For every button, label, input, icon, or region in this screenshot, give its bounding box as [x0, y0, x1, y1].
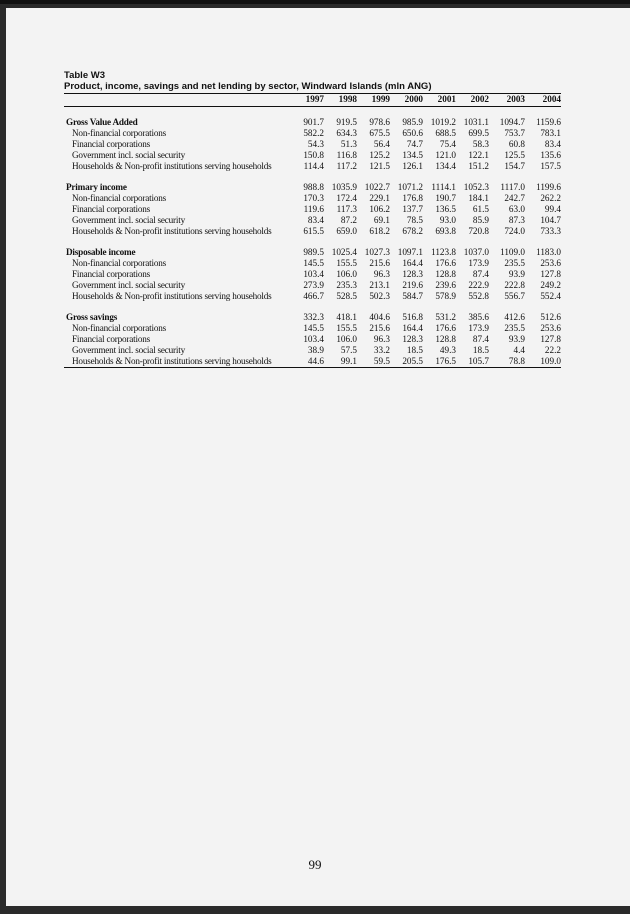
cell-1997: 103.4 [303, 269, 324, 279]
cell-1997: 119.6 [303, 204, 324, 214]
cell-2003: 78.8 [508, 356, 525, 366]
cell-2003: 1117.0 [500, 182, 525, 192]
cell-2002: 61.5 [472, 204, 489, 214]
cell-1998: 634.3 [336, 128, 357, 138]
cell-1997: 901.7 [303, 117, 324, 127]
cell-1997: 83.4 [307, 215, 324, 225]
cell-2000: 1071.2 [397, 182, 423, 192]
cell-2002: 173.9 [468, 323, 489, 333]
cell-1999: 215.6 [369, 258, 390, 268]
table-row [64, 345, 561, 356]
table-row [64, 193, 561, 204]
cell-2000: 985.9 [402, 117, 423, 127]
cell-2002: 385.6 [468, 312, 489, 322]
section-total-row [64, 182, 561, 193]
cell-2000: 18.5 [406, 345, 423, 355]
cell-1998: 57.5 [340, 345, 357, 355]
year-header: 2002 [470, 94, 489, 104]
row-label: Primary income [66, 182, 127, 192]
cell-2004: 22.2 [544, 345, 561, 355]
cell-2003: 1109.0 [500, 247, 525, 257]
row-label: Households & Non-profit institutions serving households [72, 356, 272, 366]
row-label: Households & Non-profit institutions serving households [72, 226, 272, 236]
cell-2004: 1199.6 [536, 182, 561, 192]
cell-2002: 87.4 [472, 269, 489, 279]
cell-2004: 1159.6 [536, 117, 561, 127]
cell-2004: 99.4 [544, 204, 561, 214]
table-row [64, 215, 561, 226]
year-header: 1999 [371, 94, 390, 104]
cell-1999: 96.3 [373, 334, 390, 344]
cell-1998: 1025.4 [331, 247, 357, 257]
row-label: Government incl. social security [72, 150, 186, 160]
table-id: Table W3 [64, 70, 105, 81]
cell-1997: 332.3 [303, 312, 324, 322]
cell-2000: 164.4 [402, 323, 423, 333]
cell-2004: 109.0 [540, 356, 561, 366]
cell-1999: 121.5 [369, 161, 390, 171]
cell-2000: 678.2 [402, 226, 423, 236]
cell-2000: 650.6 [402, 128, 423, 138]
page-number: 99 [308, 857, 322, 872]
cell-2003: 93.9 [508, 334, 525, 344]
cell-2000: 78.5 [406, 215, 423, 225]
cell-2001: 190.7 [435, 193, 456, 203]
section-total-row [64, 247, 561, 258]
table-w3 [64, 70, 561, 368]
row-label: Non-financial corporations [72, 128, 167, 138]
cell-2003: 4.4 [513, 345, 525, 355]
cell-1999: 978.6 [369, 117, 390, 127]
table-body [64, 107, 561, 367]
cell-2001: 121.0 [435, 150, 456, 160]
cell-2002: 552.8 [468, 291, 489, 301]
cell-2001: 176.6 [435, 258, 456, 268]
cell-1997: 145.5 [303, 323, 324, 333]
cell-2000: 134.5 [402, 150, 423, 160]
cell-1999: 1022.7 [364, 182, 390, 192]
year-header: 2003 [506, 94, 525, 104]
cell-2004: 253.6 [540, 323, 561, 333]
cell-1997: 44.6 [307, 356, 324, 366]
cell-1998: 87.2 [340, 215, 357, 225]
cell-2000: 516.8 [402, 312, 423, 322]
row-label: Gross savings [66, 312, 118, 322]
spacer [64, 107, 561, 117]
cell-1998: 919.5 [336, 117, 357, 127]
cell-2004: 157.5 [540, 161, 561, 171]
scan-edge [0, 0, 630, 4]
cell-2003: 125.5 [504, 150, 525, 160]
cell-1997: 273.9 [303, 280, 324, 290]
cell-2004: 104.7 [540, 215, 561, 225]
cell-1997: 615.5 [303, 226, 324, 236]
cell-1997: 103.4 [303, 334, 324, 344]
cell-1999: 56.4 [373, 139, 390, 149]
cell-2000: 584.7 [402, 291, 423, 301]
cell-2001: 578.9 [435, 291, 456, 301]
cell-2002: 105.7 [468, 356, 489, 366]
row-label: Government incl. social security [72, 280, 186, 290]
cell-1999: 618.2 [369, 226, 390, 236]
cell-1998: 659.0 [336, 226, 357, 236]
cell-2004: 512.6 [540, 312, 561, 322]
cell-2001: 49.3 [439, 345, 456, 355]
table-row [64, 334, 561, 345]
cell-1999: 215.6 [369, 323, 390, 333]
row-label: Households & Non-profit institutions serving households [72, 291, 272, 301]
cell-1999: 106.2 [369, 204, 390, 214]
cell-1997: 114.4 [303, 161, 324, 171]
year-header: 1997 [305, 94, 324, 104]
cell-2003: 235.5 [504, 258, 525, 268]
row-label: Government incl. social security [72, 215, 186, 225]
cell-1999: 125.2 [369, 150, 390, 160]
cell-2001: 1123.8 [431, 247, 456, 257]
row-label: Households & Non-profit institutions serving households [72, 161, 272, 171]
cell-2003: 724.0 [504, 226, 525, 236]
cell-2001: 75.4 [439, 139, 456, 149]
row-label: Non-financial corporations [72, 193, 167, 203]
year-header: 2000 [404, 94, 423, 104]
cell-2001: 128.8 [435, 269, 456, 279]
cell-2002: 87.4 [472, 334, 489, 344]
cell-2000: 128.3 [402, 269, 423, 279]
cell-2001: 128.8 [435, 334, 456, 344]
cell-2003: 154.7 [504, 161, 525, 171]
cell-1997: 582.2 [303, 128, 324, 138]
cell-1998: 116.8 [336, 150, 357, 160]
cell-2003: 87.3 [508, 215, 525, 225]
cell-1999: 502.3 [369, 291, 390, 301]
cell-2002: 18.5 [472, 345, 489, 355]
cell-2003: 63.0 [508, 204, 525, 214]
cell-2004: 83.4 [544, 139, 561, 149]
table-row [64, 128, 561, 139]
cell-2002: 173.9 [468, 258, 489, 268]
cell-1999: 229.1 [369, 193, 390, 203]
cell-1997: 54.3 [307, 139, 324, 149]
cell-1998: 106.0 [336, 269, 357, 279]
cell-2000: 128.3 [402, 334, 423, 344]
spacer [64, 237, 561, 247]
cell-2004: 733.3 [540, 226, 561, 236]
row-label: Disposable income [66, 247, 136, 257]
cell-2004: 127.8 [540, 334, 561, 344]
cell-2000: 219.6 [402, 280, 423, 290]
cell-1998: 117.2 [336, 161, 357, 171]
cell-2000: 74.7 [406, 139, 423, 149]
row-label: Government incl. social security [72, 345, 186, 355]
table-row [64, 258, 561, 269]
spacer [64, 172, 561, 182]
cell-2000: 126.1 [402, 161, 423, 171]
year-header: 2001 [437, 94, 456, 104]
cell-2002: 85.9 [472, 215, 489, 225]
cell-2001: 136.5 [435, 204, 456, 214]
cell-2003: 235.5 [504, 323, 525, 333]
cell-2001: 176.6 [435, 323, 456, 333]
table-row [64, 150, 561, 161]
cell-2003: 242.7 [504, 193, 525, 203]
cell-2002: 184.1 [468, 193, 489, 203]
cell-1998: 1035.9 [331, 182, 357, 192]
cell-2001: 693.8 [435, 226, 456, 236]
cell-1998: 155.5 [336, 258, 357, 268]
cell-2002: 151.2 [468, 161, 489, 171]
cell-2002: 58.3 [472, 139, 489, 149]
cell-2002: 1037.0 [463, 247, 489, 257]
cell-1999: 404.6 [369, 312, 390, 322]
cell-1998: 235.3 [336, 280, 357, 290]
cell-1997: 38.9 [307, 345, 324, 355]
cell-2002: 222.9 [468, 280, 489, 290]
cell-2002: 699.5 [468, 128, 489, 138]
cell-2002: 122.1 [468, 150, 489, 160]
cell-2001: 93.0 [439, 215, 456, 225]
cell-2004: 127.8 [540, 269, 561, 279]
cell-2001: 688.5 [435, 128, 456, 138]
cell-2004: 249.2 [540, 280, 561, 290]
cell-2001: 1114.1 [431, 182, 456, 192]
cell-2003: 556.7 [504, 291, 525, 301]
cell-2003: 93.9 [508, 269, 525, 279]
cell-2000: 205.5 [402, 356, 423, 366]
cell-1999: 675.5 [369, 128, 390, 138]
cell-2001: 134.4 [435, 161, 456, 171]
spacer [64, 302, 561, 312]
cell-1997: 170.3 [303, 193, 324, 203]
cell-1998: 155.5 [336, 323, 357, 333]
cell-1998: 99.1 [340, 356, 357, 366]
cell-1999: 33.2 [373, 345, 390, 355]
cell-2003: 1094.7 [499, 117, 525, 127]
cell-1999: 69.1 [373, 215, 390, 225]
table-row [64, 280, 561, 291]
row-label: Financial corporations [72, 269, 151, 279]
row-label: Financial corporations [72, 204, 151, 214]
cell-2000: 176.8 [402, 193, 423, 203]
cell-2004: 262.2 [540, 193, 561, 203]
cell-2000: 1097.1 [397, 247, 423, 257]
cell-2003: 753.7 [504, 128, 525, 138]
table-row [64, 323, 561, 334]
section-total-row [64, 117, 561, 128]
cell-2002: 1031.1 [463, 117, 489, 127]
cell-2002: 720.8 [468, 226, 489, 236]
cell-1997: 466.7 [303, 291, 324, 301]
table-row [64, 356, 561, 367]
cell-1998: 106.0 [336, 334, 357, 344]
cell-2000: 164.4 [402, 258, 423, 268]
cell-1998: 528.5 [336, 291, 357, 301]
cell-2004: 1183.0 [536, 247, 561, 257]
row-label: Financial corporations [72, 139, 151, 149]
cell-1999: 1027.3 [364, 247, 390, 257]
table-header-row [64, 94, 561, 107]
row-label: Gross Value Added [66, 117, 138, 127]
cell-2001: 1019.2 [430, 117, 456, 127]
cell-2004: 253.6 [540, 258, 561, 268]
cell-1999: 96.3 [373, 269, 390, 279]
year-header: 2004 [542, 94, 561, 104]
cell-1998: 172.4 [336, 193, 357, 203]
cell-2001: 176.5 [435, 356, 456, 366]
cell-2000: 137.7 [402, 204, 423, 214]
cell-1999: 213.1 [369, 280, 390, 290]
row-label: Non-financial corporations [72, 323, 167, 333]
table-row [64, 204, 561, 215]
cell-2004: 783.1 [540, 128, 561, 138]
cell-1997: 150.8 [303, 150, 324, 160]
row-label: Non-financial corporations [72, 258, 167, 268]
table-row [64, 269, 561, 280]
cell-2001: 239.6 [435, 280, 456, 290]
cell-2003: 222.8 [504, 280, 525, 290]
cell-1998: 117.3 [336, 204, 357, 214]
cell-1997: 988.8 [303, 182, 324, 192]
cell-2002: 1052.3 [463, 182, 489, 192]
table-row [64, 161, 561, 172]
cell-2004: 552.4 [540, 291, 561, 301]
cell-1999: 59.5 [373, 356, 390, 366]
table-title: Product, income, savings and net lending by sector, Windward Islands (mln ANG) [64, 81, 561, 94]
table-row [64, 291, 561, 302]
section-total-row [64, 312, 561, 323]
cell-1998: 418.1 [336, 312, 357, 322]
table-bottom-rule [64, 367, 561, 368]
cell-1997: 989.5 [303, 247, 324, 257]
cell-1997: 145.5 [303, 258, 324, 268]
row-label: Financial corporations [72, 334, 151, 344]
year-header: 1998 [338, 94, 357, 104]
table-row [64, 226, 561, 237]
cell-2004: 135.6 [540, 150, 561, 160]
cell-2001: 531.2 [435, 312, 456, 322]
table-row [64, 139, 561, 150]
cell-1998: 51.3 [340, 139, 357, 149]
cell-2003: 60.8 [508, 139, 525, 149]
cell-2003: 412.6 [504, 312, 525, 322]
